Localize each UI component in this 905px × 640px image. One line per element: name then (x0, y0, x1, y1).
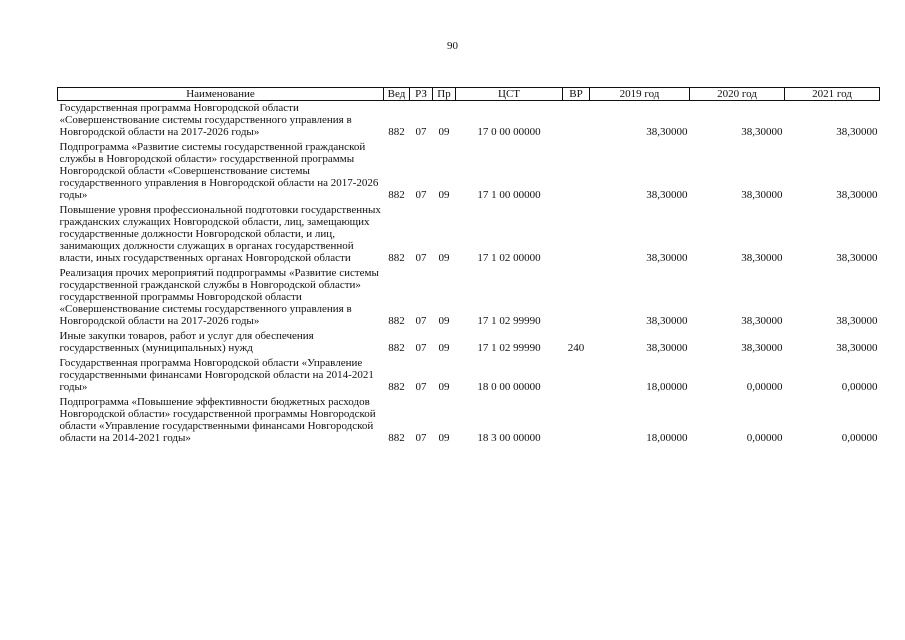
table-row (58, 356, 880, 395)
row-name: Повышение уровня профессиональной подготовки государственных гражданских служащих Новгородской области, лиц, замещающих государственные должности Новгородской области, и лиц, занимающих должности служащих в органах государственной власти, иных государственных органах Новгородской области (59, 204, 381, 264)
table-row (58, 329, 880, 356)
header-vr: ВР (563, 88, 590, 101)
row-ved: 882 (388, 189, 405, 201)
row-cst: 18 0 00 00000 (477, 381, 541, 393)
table-row (58, 140, 880, 203)
row-ved: 882 (388, 252, 405, 264)
row-2021: 38,30000 (836, 252, 878, 264)
row-2020: 38,30000 (741, 252, 783, 264)
row-rz: 07 (415, 432, 427, 444)
row-pr: 09 (438, 432, 450, 444)
row-rz: 07 (415, 381, 427, 393)
row-ved: 882 (388, 342, 405, 354)
row-2020: 38,30000 (741, 342, 783, 354)
header-name: Наименование (58, 88, 384, 101)
row-rz: 07 (415, 315, 427, 327)
row-pr: 09 (438, 189, 450, 201)
row-ved: 882 (388, 381, 405, 393)
row-pr: 09 (438, 342, 450, 354)
row-pr: 09 (438, 126, 450, 138)
row-2019: 38,30000 (646, 342, 688, 354)
table-row (58, 266, 880, 329)
row-cst: 17 0 00 00000 (477, 126, 541, 138)
row-2021: 38,30000 (836, 315, 878, 327)
row-vr (563, 395, 590, 446)
row-2020: 0,00000 (746, 381, 783, 393)
row-2021: 38,30000 (836, 189, 878, 201)
table-row (58, 101, 880, 141)
row-2019: 38,30000 (646, 126, 688, 138)
header-rz: РЗ (410, 88, 433, 101)
row-name: Государственная программа Новгородской области «Совершенствование системы государственного управления в Новгородской области на 2017-2026 годы» (59, 102, 352, 138)
row-rz: 07 (415, 126, 427, 138)
row-rz: 07 (415, 342, 427, 354)
header-cst: ЦСТ (456, 88, 563, 101)
row-pr: 09 (438, 315, 450, 327)
row-2019: 18,00000 (646, 432, 688, 444)
row-2019: 38,30000 (646, 189, 688, 201)
row-rz: 07 (415, 189, 427, 201)
row-ved: 882 (388, 126, 405, 138)
budget-table (57, 87, 880, 446)
row-name: Иные закупки товаров, работ и услуг для обеспечения государственных (муниципальных) нужд (59, 330, 314, 354)
row-vr (563, 356, 590, 395)
row-vr (563, 266, 590, 329)
row-name: Государственная программа Новгородской области «Управление государственными финансами Новгородской области на 2014-2021 годы» (59, 357, 374, 393)
table-row (58, 203, 880, 266)
table-header-row (58, 88, 880, 101)
row-vr (563, 101, 590, 141)
row-cst: 17 1 02 99990 (477, 342, 541, 354)
row-2019: 38,30000 (646, 252, 688, 264)
row-ved: 882 (388, 315, 405, 327)
header-pr: Пр (433, 88, 456, 101)
row-2021: 0,00000 (841, 432, 878, 444)
page-number: 90 (447, 40, 458, 52)
row-cst: 18 3 00 00000 (477, 432, 541, 444)
row-2020: 0,00000 (746, 432, 783, 444)
row-pr: 09 (438, 381, 450, 393)
header-ved: Вед (384, 88, 410, 101)
row-vr (563, 203, 590, 266)
row-2021: 38,30000 (836, 342, 878, 354)
row-ved: 882 (388, 432, 405, 444)
row-rz: 07 (415, 252, 427, 264)
row-vr: 240 (567, 342, 585, 354)
table-row (58, 395, 880, 446)
row-cst: 17 1 02 00000 (477, 252, 541, 264)
row-2020: 38,30000 (741, 126, 783, 138)
row-2019: 18,00000 (646, 381, 688, 393)
header-2019: 2019 год (590, 88, 690, 101)
row-name: Подпрограмма «Развитие системы государственной гражданской службы в Новгородской области» государственной программы Новгородской области «Совершенствование системы государственного управления в Новгородской области на 2017-2026 годы» (59, 141, 379, 201)
row-2020: 38,30000 (741, 315, 783, 327)
row-name: Подпрограмма «Повышение эффективности бюджетных расходов Новгородской области» государственной программы Новгородской области «Управление государственными финансами Новгородской области на 2014-2021 годы» (59, 396, 376, 444)
row-cst: 17 1 00 00000 (477, 189, 541, 201)
row-cst: 17 1 02 99990 (477, 315, 541, 327)
row-2020: 38,30000 (741, 189, 783, 201)
row-vr (563, 140, 590, 203)
header-2021: 2021 год (785, 88, 880, 101)
row-2021: 38,30000 (836, 126, 878, 138)
header-2020: 2020 год (690, 88, 785, 101)
row-2021: 0,00000 (841, 381, 878, 393)
row-2019: 38,30000 (646, 315, 688, 327)
row-pr: 09 (438, 252, 450, 264)
row-name: Реализация прочих мероприятий подпрограммы «Развитие системы государственной гражданской службы в Новгородской области» государственной программы Новгородской области «Совершенствование системы государственного управления в Новгородской области на 2017-2026 годы» (59, 267, 379, 327)
